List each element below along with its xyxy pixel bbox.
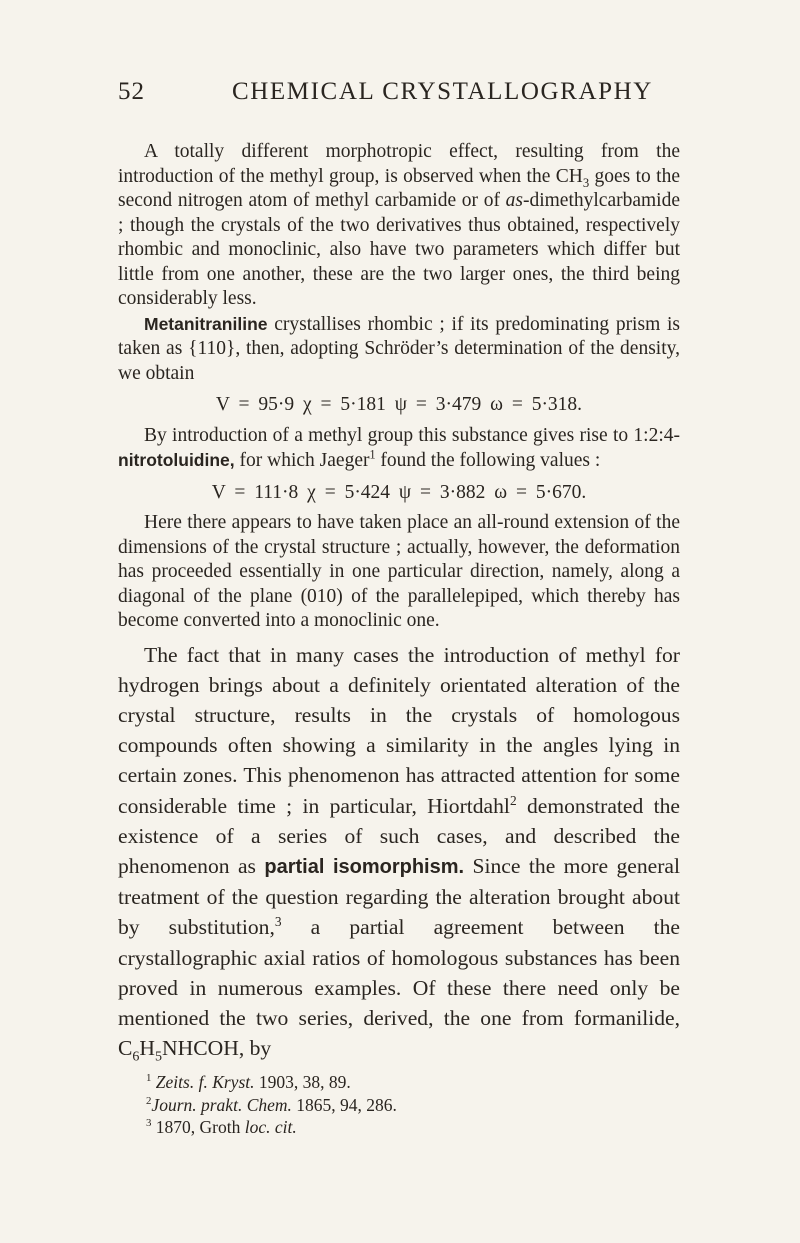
footnote-1: $^1$ Zeits. f. Kryst. 1903, 38, 89. [146, 1072, 351, 1093]
paragraph-methyl-carbamide: A totally different morphotropic effect, resulting from the introduction of the methyl group, is observed when the $CH_3$ goes to the second nitrogen atom of methyl carbamide or of as-dimethylcarbamide ; though the crystals of the two derivatives thus obtained, respectively rhombic and monoclinic, also have two parameters which differ but little from one another, these are the two larger ones, the third being considerably less. [118, 141, 680, 309]
term-nitrotoluidine: nitrotoluidine, [118, 450, 235, 470]
term-metanitraniline: Metanitraniline [144, 313, 268, 334]
page-body [118, 140, 680, 1139]
footnote-ref-2: 2 [509, 792, 517, 808]
paragraph-nitrotoluidine: By introduction of a methyl group this substance gives rise to 1:2:4-nitrotoluidine, for which Jaeger$^1$ found the following values : [118, 424, 680, 471]
equation-metanitraniline: V = 95·9 χ = 5·181 ψ = 3·479 ω = 5·318. [215, 394, 583, 415]
paragraph-partial-isomorphism: The fact that in many cases the introduction of methyl for hydrogen brings about a definitely orientated alteration of the crystal structure, results in the crystals of homologous compounds often showing a similarity in the angles lying in certain zones. This phenomenon has attracted attention for some considerable time ; in particular, Hiortdahl$^2$ demonstrated the existence of a series of such cases, and described the phenomenon as partial isomorphism. Since the more general treatment of the question regarding the alteration brought about by substitution,$^3$ a partial agreement between the crystallographic axial ratios of homologous substances has been proved in numerous examples. Of these there need only be mentioned the two series, derived, the one from formanilide, $C_6H_5NHCOH$, by [118, 642, 681, 1065]
footnote-3: $^3$ 1870, Groth loc. cit. [146, 1117, 297, 1138]
footnote-ref-1: 1 [369, 447, 376, 462]
footnote-ref-3: 3 [274, 914, 282, 930]
footnotes [118, 1071, 680, 1139]
footnote-2: $^2$Journ. prakt. Chem. 1865, 94, 286. [146, 1094, 397, 1115]
paragraph-metanitraniline: Metanitraniline crystallises rhombic ; if its predominating prism is taken as {110}, then, adopting Schröder’s determination of the density, we obtain [118, 313, 680, 384]
equation-nitrotoluidine: V = 111·8 χ = 5·424 ψ = 3·882 ω = 5·670. [211, 481, 587, 503]
running-title: CHEMICAL CRYSTALLOGRAPHY [232, 78, 653, 105]
paragraph-deformation: Here there appears to have taken place an all-round extension of the dimensions of the crystal structure ; actually, however, the deformation has proceeded essentially in one particular direction, namely, along a diagonal of the plane (010) of the parallelepiped, which thereby has become converted into a monoclinic one. [118, 512, 680, 631]
page-number: 52 [118, 78, 145, 105]
term-partial-isomorphism: partial isomorphism. [264, 855, 465, 878]
